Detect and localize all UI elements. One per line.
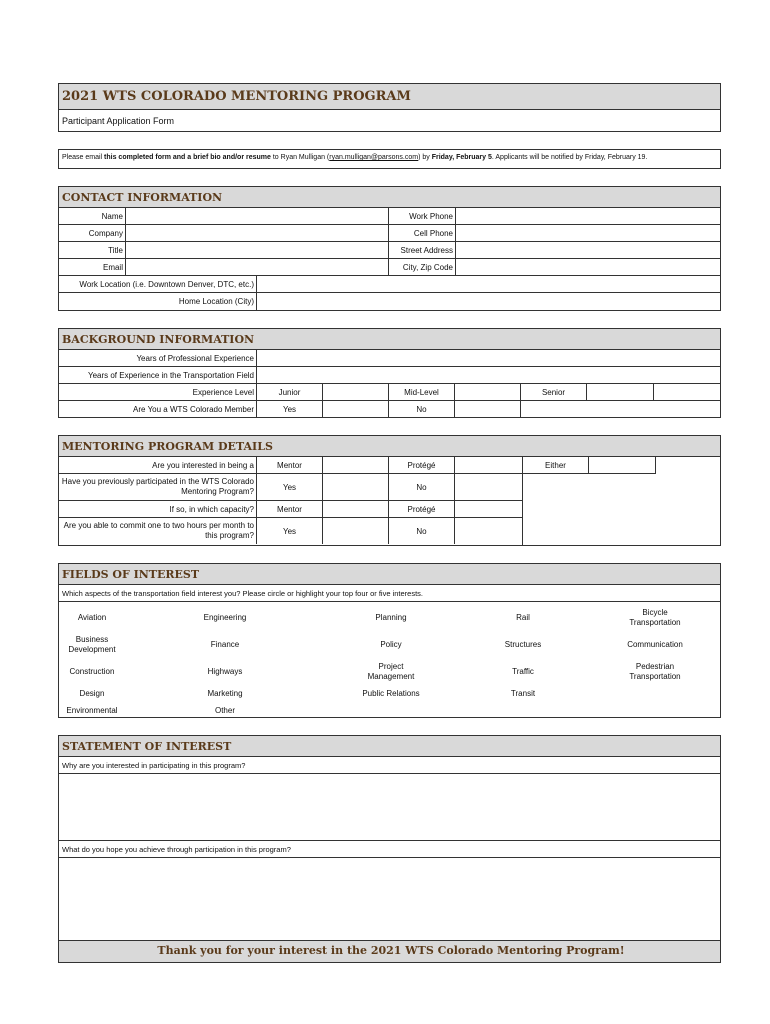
street-address-field[interactable] — [456, 242, 720, 258]
field-item[interactable]: Marketing — [207, 688, 243, 698]
field-item[interactable]: Traffic — [512, 666, 534, 676]
fields-section — [58, 563, 721, 718]
junior-label: Junior — [257, 384, 323, 400]
commit-label: Are you able to commit one to two hours per month to this program? — [59, 518, 257, 544]
field-item[interactable]: Finance — [210, 639, 240, 649]
statement-answer-2[interactable] — [59, 858, 720, 941]
previous-no-box[interactable] — [455, 474, 522, 500]
exp-level-spacer — [654, 384, 720, 400]
years-prof-label: Years of Professional Experience — [59, 350, 257, 366]
field-item[interactable]: Design — [79, 688, 105, 698]
capacity-mentor-box[interactable] — [323, 501, 389, 517]
mid-level-label: Mid-Level — [389, 384, 455, 400]
previous-no-label: No — [389, 474, 455, 500]
title-box — [58, 83, 721, 132]
field-item[interactable]: Communication — [627, 639, 683, 649]
notice-text-2: this completed form and a brief bio and/or resume — [104, 154, 271, 161]
field-item — [325, 702, 457, 719]
field-item[interactable]: Business Development — [68, 634, 116, 654]
commit-row — [59, 518, 522, 544]
fields-heading: FIELDS OF INTEREST — [59, 564, 720, 585]
notice-text-5: . Applicants will be notified by Friday, February 19. — [491, 154, 648, 161]
title-field[interactable] — [126, 242, 389, 258]
statement-q1: Why are you interested in participating in this program? — [59, 757, 720, 774]
notice-text-4: ) by — [418, 154, 432, 161]
mentoring-section — [58, 435, 721, 546]
contact-email-link[interactable]: ryan.mulligan@parsons.com — [329, 154, 419, 161]
statement-heading: STATEMENT OF INTEREST — [59, 736, 720, 757]
field-item[interactable]: Construction — [69, 666, 115, 676]
field-item — [589, 685, 721, 702]
notice-text-1: Please email — [62, 154, 105, 161]
member-row — [59, 401, 720, 418]
work-location-label: Work Location (i.e. Downtown Denver, DTC, etc.) — [59, 276, 257, 292]
field-item[interactable]: Planning — [375, 612, 407, 622]
work-phone-field[interactable] — [456, 208, 720, 224]
capacity-protege-label: Protégé — [389, 501, 455, 517]
field-item[interactable]: Public Relations — [362, 688, 420, 698]
senior-box[interactable] — [587, 384, 654, 400]
statement-section — [58, 735, 721, 963]
deadline-text: Friday, February 5 — [431, 154, 492, 161]
form-subtitle: Participant Application Form — [62, 116, 175, 126]
statement-answer-1[interactable] — [59, 774, 720, 841]
contact-heading: CONTACT INFORMATION — [59, 187, 720, 208]
exp-level-label: Experience Level — [59, 384, 257, 400]
city-zip-field[interactable] — [456, 259, 720, 275]
cell-phone-label: Cell Phone — [389, 225, 456, 241]
field-item[interactable]: Engineering — [203, 612, 247, 622]
commit-no-box[interactable] — [455, 518, 522, 544]
contact-row-home-location — [59, 293, 720, 310]
email-label: Email — [59, 259, 126, 275]
field-item[interactable]: Highways — [207, 666, 243, 676]
years-trans-row — [59, 367, 720, 384]
field-item[interactable]: Transit — [510, 688, 536, 698]
field-item — [457, 702, 589, 719]
member-no-label: No — [389, 401, 455, 418]
fields-grid — [59, 602, 720, 719]
member-no-box[interactable] — [455, 401, 521, 418]
contact-row-work-location — [59, 276, 720, 293]
interested-mentor-box[interactable] — [323, 457, 389, 473]
thank-you-footer: Thank you for your interest in the 2021 WTS Colorado Mentoring Program! — [59, 941, 720, 962]
previous-label: Have you previously participated in the WTS Colorado Mentoring Program? — [59, 474, 257, 500]
member-yes-label: Yes — [257, 401, 323, 418]
background-section — [58, 328, 721, 418]
capacity-label: If so, in which capacity? — [59, 501, 257, 517]
company-field[interactable] — [126, 225, 389, 241]
interested-row — [59, 457, 522, 474]
field-item — [589, 702, 721, 719]
name-label: Name — [59, 208, 126, 224]
work-location-field[interactable] — [257, 276, 720, 292]
notice-text-3: to Ryan Mulligan ( — [270, 154, 330, 161]
previous-yes-label: Yes — [257, 474, 323, 500]
work-phone-label: Work Phone — [389, 208, 456, 224]
commit-yes-label: Yes — [257, 518, 323, 544]
field-item[interactable]: Project Management — [367, 661, 415, 681]
capacity-row — [59, 501, 522, 518]
field-item[interactable]: Aviation — [77, 612, 107, 622]
email-field[interactable] — [126, 259, 389, 275]
contact-row-email — [59, 259, 720, 276]
interested-label: Are you interested in being a — [59, 457, 257, 473]
cell-phone-field[interactable] — [456, 225, 720, 241]
years-prof-row — [59, 350, 720, 367]
field-item[interactable]: Other — [214, 705, 235, 715]
field-item[interactable]: Policy — [380, 639, 402, 649]
capacity-protege-box[interactable] — [455, 501, 522, 517]
capacity-mentor-label: Mentor — [257, 501, 323, 517]
interested-protege-box[interactable] — [455, 457, 522, 473]
title-label: Title — [59, 242, 126, 258]
field-item[interactable]: Bicycle Transportation — [629, 607, 681, 627]
name-field[interactable] — [126, 208, 389, 224]
senior-label: Senior — [521, 384, 587, 400]
previous-yes-box[interactable] — [323, 474, 389, 500]
street-address-label: Street Address — [389, 242, 456, 258]
city-zip-label: City, Zip Code — [389, 259, 456, 275]
home-location-field[interactable] — [257, 293, 720, 310]
notice-box — [58, 149, 721, 169]
member-yes-box[interactable] — [323, 401, 389, 418]
member-spacer — [521, 401, 720, 418]
either-label: Either — [523, 457, 589, 474]
commit-no-label: No — [389, 518, 455, 544]
company-label: Company — [59, 225, 126, 241]
field-item[interactable]: Structures — [504, 639, 542, 649]
field-item[interactable]: Environmental — [66, 705, 118, 715]
years-trans-field[interactable] — [257, 367, 720, 383]
years-prof-field[interactable] — [257, 350, 720, 366]
mentoring-heading: MENTORING PROGRAM DETAILS — [59, 436, 720, 457]
junior-box[interactable] — [323, 384, 389, 400]
interested-protege-label: Protégé — [389, 457, 455, 473]
previous-row — [59, 474, 522, 501]
either-row — [523, 457, 720, 474]
years-trans-label: Years of Experience in the Transportation Field — [59, 367, 257, 383]
commit-yes-box[interactable] — [323, 518, 389, 544]
interested-mentor-label: Mentor — [257, 457, 323, 473]
field-item[interactable]: Rail — [516, 612, 530, 622]
fields-question: Which aspects of the transportation field interest you? Please circle or highlight your top four or five interests. — [59, 585, 720, 602]
contact-row-company — [59, 225, 720, 242]
contact-row-name — [59, 208, 720, 225]
contact-section — [58, 186, 721, 311]
home-location-label: Home Location (City) — [59, 293, 257, 310]
page-title: 2021 WTS COLORADO MENTORING PROGRAM — [59, 84, 720, 110]
either-box[interactable] — [589, 457, 656, 474]
mid-level-box[interactable] — [455, 384, 521, 400]
member-label: Are You a WTS Colorado Member — [59, 401, 257, 418]
field-item[interactable]: Pedestrian Transportation — [629, 661, 681, 681]
exp-level-row — [59, 384, 720, 401]
contact-row-title — [59, 242, 720, 259]
background-heading: BACKGROUND INFORMATION — [59, 329, 720, 350]
statement-q2: What do you hope you achieve through participation in this program? — [59, 841, 720, 858]
